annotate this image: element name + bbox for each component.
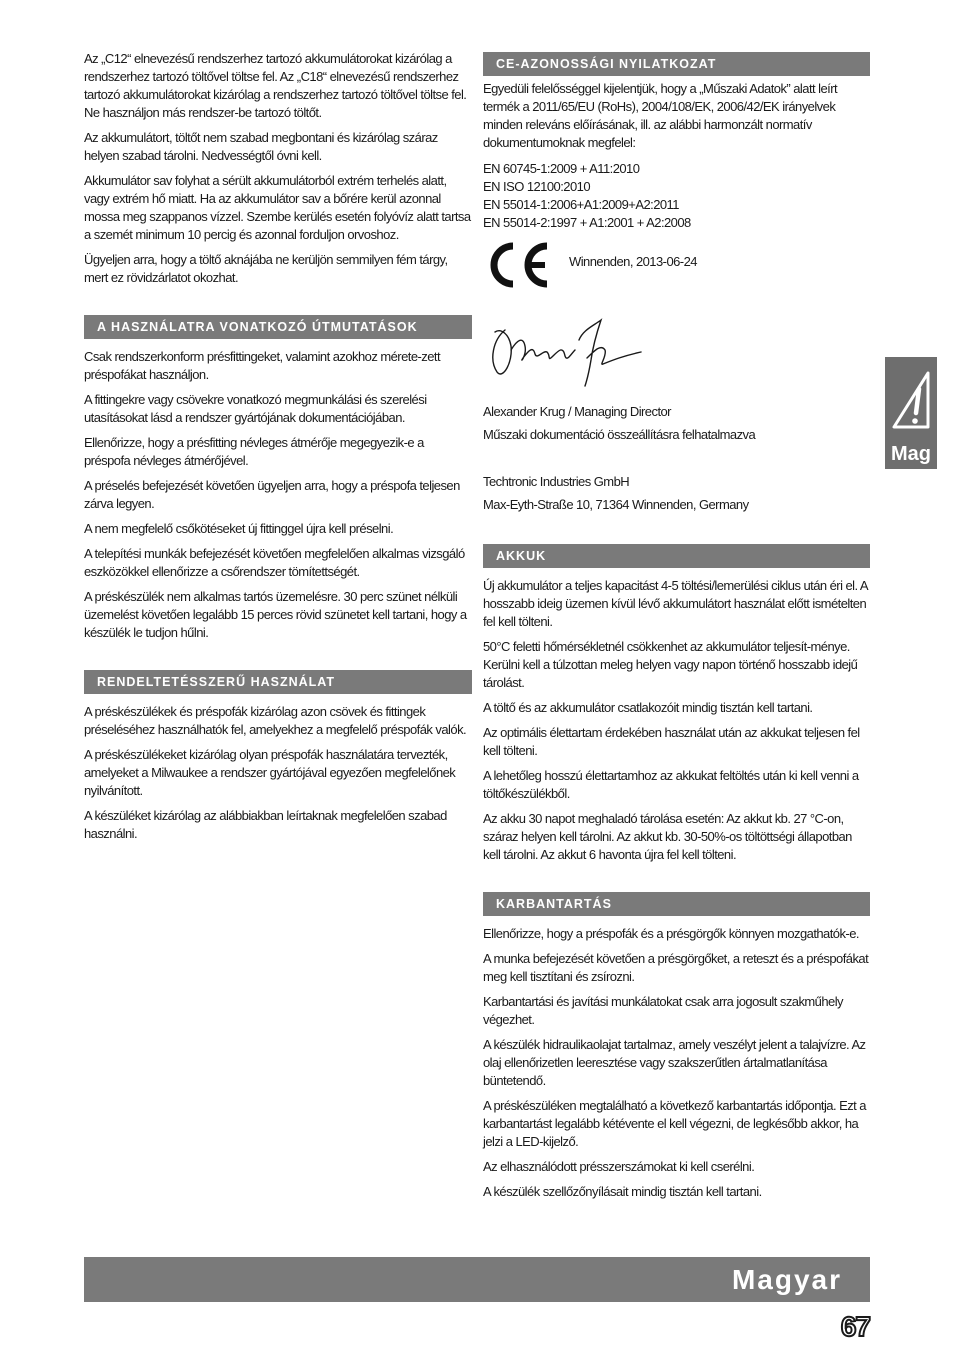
batteries-paragraph-4: Az optimális élettartam érdekében használat után az akkukat teljesen fel kell tölteni. — [483, 725, 860, 758]
batteries-paragraph-3: A töltő és az akkumulátor csatlakozóit mindig tisztán kell tartani. — [483, 700, 813, 715]
batteries-paragraph-2: 50°C feletti hőmérsékletnél csökkenhet az akkumulátor teljesít-ménye. Kerülni kell a túlzottan meleg helyen vagy napon történő hosszabb idejű tárolást. — [483, 639, 858, 690]
maintenance-paragraph-3: Karbantartási és javítási munkálatokat csak arra jogosult szakműhely végezhet. — [483, 994, 844, 1027]
usage-paragraph-1: Csak rendszerkonform présfittingeket, valamint azokhoz mérete-zett préspofákat használjon. — [84, 349, 441, 382]
batteries-paragraph-5: A lehetőleg hosszú élettartamhoz az akkukat feltöltés után ki kell venni a töltőkészülékből. — [483, 768, 859, 801]
signature — [483, 310, 870, 400]
signatory-name: Alexander Krug / Managing Director — [483, 404, 671, 419]
intro-paragraph-2: Az akkumulátort, töltőt nem szabad megbontani és kizárólag száraz helyen szabad tárolni. Nedvességtől óvni kell. — [84, 130, 438, 163]
maintenance-paragraph-5: A préskészüléken megtalálható a következő karbantartás időpontja. Ezt a karbantartást legalább kétévente el kell végezni, de legkésőbb akkor, ha jelzi a LED-kijelző. — [483, 1098, 866, 1149]
authorization-line: Műszaki dokumentáció összeállításra felhatalmazva — [483, 427, 756, 442]
ce-declaration-heading: CE-AZONOSSÁGI NYILATKOZAT — [483, 52, 870, 76]
intro-paragraph-3: Akkumulátor sav folyhat a sérült akkumulátorból extrém terhelés alatt, vagy extrém hő miatt. Ha az akkumulátor sav a bőrére kerül azonnal mossa meg szappanos vízzel. Szembe kerülés esetén folyóvíz alatt tartsa a szemét minimum 10 percig és azonnal forduljon orvoshoz. — [84, 173, 471, 242]
batteries-paragraph-6: Az akku 30 napot meghaladó tárolása esetén: Az akkut kb. 27 °C-on, száraz helyen kell tárolni. Az akkut kb. 30-50%-os töltöttségi állapotban kell tárolni. Az akkut 6 havonta újra fel kell tölteni. — [483, 811, 852, 862]
warning-icon — [888, 367, 934, 431]
ce-declaration-paragraph: Egyedüli felelősséggel kijelentjük, hogy a „Műszaki Adatok” alatt leírt termék a 2011/65/EU (RoHs), 2004/108/EK, 2006/42/EK irányelvek minden releváns előírásának, ill. az alábbi harmonzált normatív dokumentumoknak megfelel: — [483, 81, 838, 150]
ce-mark-row — [483, 240, 870, 300]
standard-item: EN 60745-1:2009 + A11:2010 — [483, 161, 640, 176]
batteries-heading: AKKUK — [483, 544, 870, 568]
intro-paragraph-4: Ügyeljen arra, hogy a töltő aknájába ne kerüljön semmilyen fém tárgy, mert ez rövidzárlatot okozhat. — [84, 252, 448, 285]
right-column — [483, 50, 870, 1208]
intended-use-paragraph-1: A préskészülékek és préspofák kizárólag azon csövek és fittingek préseléséhez használhatók fel, amelyekhez a megfelelő préspofák valók. — [84, 704, 467, 737]
usage-paragraph-6: A telepítési munkák befejezését követően megfelelően alkalmas vizsgáló eszközökkel ellenőrizze a csőrendszer tömítettségét. — [84, 546, 465, 579]
standards-list — [483, 160, 870, 232]
company-name: Techtronic Industries GmbH — [483, 474, 630, 489]
batteries-paragraph-1: Új akkumulátor a teljes kapacitást 4-5 töltési/lemerülési ciklus után éri el. A hosszabb ideig üzemen kívül lévő akkumulátort használat előtt ismételten fel kell tölteni. — [483, 578, 868, 629]
company-address: Max-Eyth-Straße 10, 71364 Winnenden, Germany — [483, 497, 749, 512]
footer-language-bar — [84, 1257, 870, 1302]
language-side-tab — [885, 357, 937, 469]
usage-paragraph-3: Ellenőrizze, hogy a présfitting névleges átmérője megegyezik-e a préspofa névleges átmérőjével. — [84, 435, 424, 468]
standard-item: EN ISO 12100:2010 — [483, 179, 591, 194]
maintenance-paragraph-7: A készülék szellőzőnyílásait mindig tisztán kell tartani. — [483, 1184, 762, 1199]
footer-language-title: Magyar — [731, 1264, 842, 1295]
left-column — [84, 50, 472, 850]
maintenance-paragraph-6: Az elhasználódott présszerszámokat ki kell cserélni. — [483, 1159, 755, 1174]
usage-instructions-heading: A HASZNÁLATRA VONATKOZÓ ÚTMUTATÁSOK — [84, 315, 472, 339]
intro-paragraph-1: Az „C12“ elnevezésű rendszerhez tartozó akkumulátorokat kizárólag a rendszerhez tartozó töltővel töltse fel. Az „C18“ elnevezésű rendszerhez tartozó akkumulátorokat kizárólag a rendszerhez tartozó töltővel töltse fel. Ne használjon más rendszer-be tartozó töltőt. — [84, 51, 467, 120]
place-and-date: Winnenden, 2013-06-24 — [569, 254, 697, 269]
maintenance-heading: KARBANTARTÁS — [483, 892, 870, 916]
usage-paragraph-2: A fittingekre vagy csövekre vonatkozó megmunkálási és szerelési utasításokat lásd a rendszer gyártójának dokumentációjában. — [84, 392, 427, 425]
standard-item: EN 55014-2:1997 + A1:2001 + A2:2008 — [483, 215, 691, 230]
maintenance-paragraph-4: A készülék hidraulikaolajat tartalmaz, amely veszélyt jelent a talajvízre. Az olaj ellenőrizetlen leeresztése vagy szakszerűtlen ártalmatlanítása büntetendő. — [483, 1037, 866, 1088]
intended-use-paragraph-3: A készüléket kizárólag az alábbiakban leírtaknak megfelelően szabad használni. — [84, 808, 447, 841]
intended-use-heading: RENDELTETÉSSZERŰ HASZNÁLAT — [84, 670, 472, 694]
usage-paragraph-5: A nem megfelelő csőkötéseket új fittinggel újra kell préselni. — [84, 521, 394, 536]
intended-use-paragraph-2: A préskészülékeket kizárólag olyan préspofák használatára tervezték, amelyeket a Milwaukee a rendszer gyártójával egyezően megfelelőnek nyilvánított. — [84, 747, 456, 798]
usage-paragraph-4: A préselés befejezését követően ügyeljen arra, hogy a préspofa teljesen zárva legyen. — [84, 478, 460, 511]
usage-paragraph-7: A préskészülék nem alkalmas tartós üzemelésre. 30 perc szünet nélküli üzemelést követően legalább 15 perces rövid szünetet kell tartani, hogy a készülék le tudjon hűlni. — [84, 589, 467, 640]
ce-mark-icon — [487, 240, 551, 295]
side-tab-label: Mag — [891, 443, 931, 465]
maintenance-paragraph-2: A munka befejezését követően a présgörgőket, a reteszt és a préspofákat meg kell tisztítani és zsírozni. — [483, 951, 869, 984]
page-number: 67 — [840, 1311, 870, 1342]
standard-item: EN 55014-1:2006+A1:2009+A2:2011 — [483, 197, 679, 212]
maintenance-paragraph-1: Ellenőrizze, hogy a préspofák és a présgörgők könnyen mozgathatók-e. — [483, 926, 859, 941]
